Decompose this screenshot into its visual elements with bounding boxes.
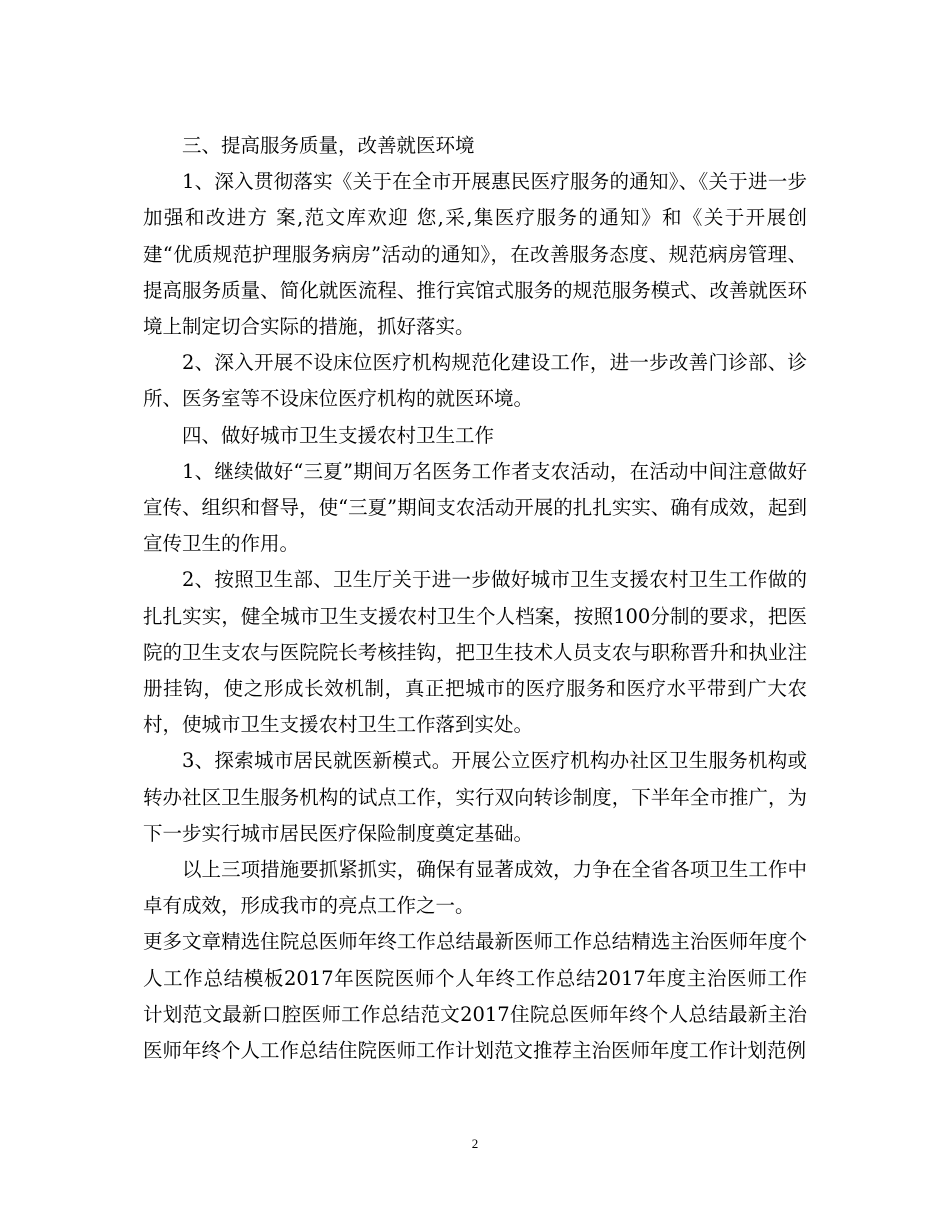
section-heading-3: 三、提高服务质量，改善就医环境	[182, 134, 475, 157]
paragraph-4-1: 1、继续做好“三夏”期间万名医务工作者支农活动，在活动中间注意做好宣传、组织和督导，使“三夏”期间支农活动开展的扎扎实实、确有成效，起到宣传卫生的作用。	[143, 459, 807, 556]
closing-paragraph: 以上三项措施要抓紧抓实，确保有显著成效，力争在全省各项卫生工作中卓有成效，形成我市的亮点工作之一。	[143, 858, 807, 918]
paragraph-4-3: 3、探索城市居民就医新模式。开展公立医疗机构办社区卫生服务机构或转办社区卫生服务机构的试点工作，实行双向转诊制度，下半年全市推广，为下一步实行城市居民医疗保险制度奠定基础。	[143, 749, 807, 845]
paragraph-3-2: 2、深入开展不设床位医疗机构规范化建设工作，进一步改善门诊部、诊所、医务室等不设床位医疗机构的就医环境。	[143, 351, 807, 411]
paragraph-4-2: 2、按照卫生部、卫生厅关于进一步做好城市卫生支援农村卫生工作做的扎扎实实，健全城市卫生支援农村卫生个人档案，按照100分制的要求，把医院的卫生支农与医院院长考核挂钩，把卫生技术人员支农与职称晋升和执业注册挂钩，使之形成长效机制，真正把城市的医疗服务和医疗水平带到广大农村，使城市卫生支援农村卫生工作落到实处。	[143, 568, 807, 737]
section-heading-4: 四、做好城市卫生支援农村卫生工作	[182, 423, 495, 447]
page-number: 2	[471, 1136, 479, 1151]
related-articles-links[interactable]: 更多文章精选住院总医师年终工作总结最新医师工作总结精选主治医师年度个人工作总结模板2017年医院医师个人年终工作总结2017年度主治医师工作计划范文最新口腔医师工作总结范文2017住院总医师年终个人总结最新主治医师年终个人工作总结住院医师工作计划范文推荐主治医师年度工作计划范例	[143, 930, 807, 1063]
paragraph-3-1: 1、深入贯彻落实《关于在全市开展惠民医疗服务的通知》、《关于进一步加强和改进方 案,范文库欢迎 您,采,集医疗服务的通知》和《关于开展创建“优质规范护理服务病房”活动的通知》，在改善服务态度、规范病房管理、提高服务质量、简化就医流程、推行宾馆式服务的规范服务模式、改善就医环境上制定切合实际的措施，抓好落实。	[143, 170, 807, 339]
document-body	[143, 128, 807, 1069]
